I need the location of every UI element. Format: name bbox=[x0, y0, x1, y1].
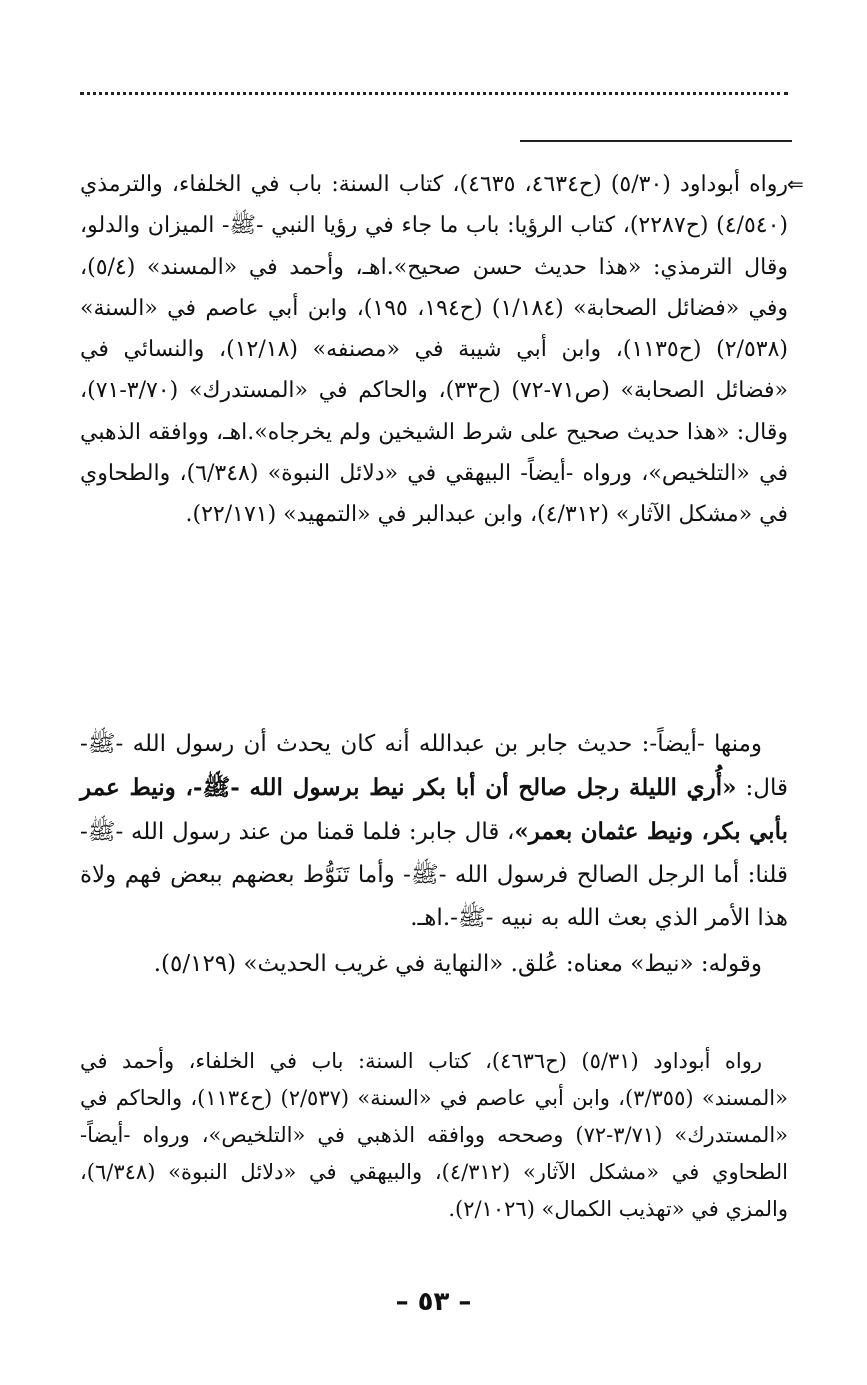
footnote-text: رواه أبوداود (٥/٣١) (ح٤٦٣٦)، كتاب السنة: باب في الخلفاء، وأحمد في «المسند» (٣/٣٥٥)، وابن أبي عاصم في «السنة» (٢/٥٣٧) (ح١١٣٤)، والحاكم في «المستدرك» (٣/٧١-٧٢) وصححه ووافقه الذهبي في «التلخيص»، ورواه -أيضاً- الطحاوي في «مشكل الآثار» (٤/٣١٢)، والبيهقي في «دلائل النبوة» (٦/٣٤٨)، والمزي في «تهذيب الكمال» (٢/١٠٢٦). bbox=[80, 1049, 789, 1221]
footnote-text: رواه أبوداود (٥/٣٠) (ح٤٦٣٤، ٤٦٣٥)، كتاب السنة: باب في الخلفاء، والترمذي (٤/٥٤٠) (ح٢٢٨٧)، كتاب الرؤيا: باب ما جاء في رؤيا النبي -ﷺ- الميزان والدلو، وقال الترمذي: «هذا حديث حسن صحيح».اهـ، وأحمد في «المسند» (٥/٤)، وفي «فضائل الصحابة» (١/١٨٤) (ح١٩٤، ١٩٥)، وابن أبي عاصم في «السنة» (٢/٥٣٨) (ح١١٣٥)، وابن أبي شيبة في «مصنفه» (١٢/١٨)، والنسائي في «فضائل الصحابة» (ص٧١-٧٢) (ح٣٣)، والحاكم في «المستدرك» (٣/٧٠-٧١)، وقال: «هذا حديث صحيح على شرط الشيخين ولم يخرجاه».اهـ، ووافقه الذهبي في «التلخيص»، ورواه -أيضاً- البيهقي في «دلائل النبوة» (٦/٣٤٨)، والطحاوي في «مشكل الآثار» (٤/٣١٢)، وابن عبدالبر في «التمهيد» (٢٢/١٧١). bbox=[80, 172, 788, 528]
main-text bbox=[80, 720, 788, 986]
footnote bbox=[80, 1043, 788, 1228]
continuation-arrow-icon: ⇐ bbox=[787, 172, 804, 196]
footnote-rule bbox=[520, 140, 792, 142]
hadith-intro: ومنها -أيضاً-: حديث جابر بن عبدالله أنه كان يحدث أن رسول الله -ﷺ- قال: bbox=[80, 731, 788, 801]
footnote-continued bbox=[80, 164, 788, 536]
hadith-quote: «أُري الليلة رجل صالح أن أبا بكر نيط برسول الله -ﷺ-، ونيط عمر بأبي بكر، ونيط عثمان بعمر» bbox=[80, 774, 788, 845]
dotted-separator bbox=[80, 92, 788, 95]
hadith-paragraph bbox=[80, 723, 788, 940]
page-number: – ٥٣ – bbox=[395, 1287, 472, 1317]
hadith-rest: ، قال جابر: فلما قمنا من عند رسول الله -ﷺ- قلنا: أما الرجل الصالح فرسول الله -ﷺ- وأما تَنَوُّط بعضهم ببعض فهم ولاة هذا الأمر الذي بعث الله به نبيه -ﷺ-.اهـ. bbox=[80, 819, 788, 931]
definition-note: وقوله: «نيط» معناه: عُلق. «النهاية في غريب الحديث» (٥/١٢٩). bbox=[153, 951, 762, 977]
